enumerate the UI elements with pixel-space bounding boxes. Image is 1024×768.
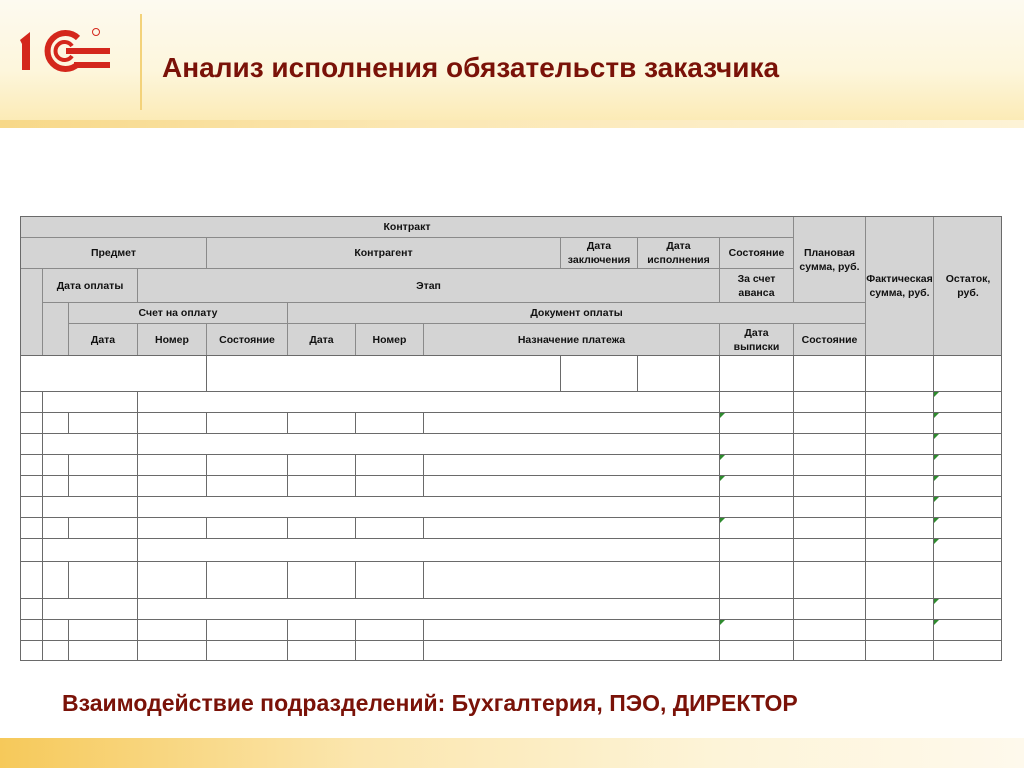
header-doc-state: Состояние bbox=[793, 323, 865, 355]
stage-fact bbox=[865, 598, 933, 619]
stage-rest bbox=[933, 496, 1002, 517]
stage-name bbox=[137, 391, 719, 412]
payment-fact bbox=[865, 454, 933, 475]
invoice-number bbox=[137, 517, 206, 538]
stage-pay-date bbox=[42, 538, 137, 561]
invoice-state bbox=[206, 561, 287, 598]
payment-rest bbox=[933, 619, 1002, 640]
payment-doc-number bbox=[355, 475, 423, 496]
header-indent bbox=[20, 268, 42, 355]
payment-purpose bbox=[423, 475, 719, 496]
header-payment-date: Дата оплаты bbox=[42, 268, 137, 302]
header-payment-doc: Документ оплаты bbox=[287, 302, 865, 323]
payment-purpose bbox=[423, 619, 719, 640]
payment-rest bbox=[933, 412, 1002, 433]
payment-issue-date bbox=[719, 619, 793, 640]
stage-rest bbox=[933, 391, 1002, 412]
payment-fact bbox=[865, 619, 933, 640]
stage-indent bbox=[20, 598, 42, 619]
header-planned-sum: Плановая сумма, руб. bbox=[793, 216, 865, 302]
stage-name bbox=[137, 598, 719, 619]
header-for-advance: За счет аванса bbox=[719, 268, 793, 302]
comment-marker-icon bbox=[934, 434, 939, 439]
bottom-band bbox=[0, 738, 1024, 768]
payment-fact bbox=[865, 561, 933, 598]
header-date-executed: Дата исполнения bbox=[637, 237, 719, 268]
payment-issue-date bbox=[719, 517, 793, 538]
contract-rest bbox=[933, 355, 1002, 391]
payment-doc-state bbox=[793, 412, 865, 433]
stage-advance bbox=[719, 391, 793, 412]
comment-marker-icon bbox=[934, 455, 939, 460]
header-doc-date: Дата bbox=[287, 323, 355, 355]
header-inv-number: Номер bbox=[137, 323, 206, 355]
stage-advance bbox=[719, 433, 793, 454]
comment-marker-icon bbox=[934, 476, 939, 481]
payment-purpose bbox=[423, 412, 719, 433]
invoice-date bbox=[68, 561, 137, 598]
stage-fact bbox=[865, 433, 933, 454]
comment-marker-icon bbox=[934, 413, 939, 418]
comment-marker-icon bbox=[720, 455, 725, 460]
header-stage: Этап bbox=[137, 268, 719, 302]
invoice-indent-2 bbox=[42, 412, 68, 433]
invoice-state bbox=[206, 454, 287, 475]
comment-marker-icon bbox=[934, 599, 939, 604]
contract-fact bbox=[865, 355, 933, 391]
payment-issue-date bbox=[719, 454, 793, 475]
invoice-number bbox=[137, 454, 206, 475]
payment-rest bbox=[933, 640, 1002, 661]
header-inv-state: Состояние bbox=[206, 323, 287, 355]
payment-fact bbox=[865, 412, 933, 433]
payment-fact bbox=[865, 475, 933, 496]
payment-rest bbox=[933, 454, 1002, 475]
invoice-indent-2 bbox=[42, 561, 68, 598]
payment-doc-date bbox=[287, 517, 355, 538]
header-inv-date: Дата bbox=[68, 323, 137, 355]
invoice-number bbox=[137, 561, 206, 598]
stage-advance bbox=[719, 538, 793, 561]
payment-doc-date bbox=[287, 412, 355, 433]
payment-rest bbox=[933, 517, 1002, 538]
invoice-indent-2 bbox=[42, 475, 68, 496]
payment-doc-state bbox=[793, 454, 865, 475]
stage-pay-date bbox=[42, 496, 137, 517]
payment-issue-date bbox=[719, 640, 793, 661]
comment-marker-icon bbox=[934, 497, 939, 502]
payment-issue-date bbox=[719, 475, 793, 496]
comment-marker-icon bbox=[934, 518, 939, 523]
invoice-indent-2 bbox=[42, 640, 68, 661]
header-contract: Контракт bbox=[20, 216, 793, 237]
invoice-indent bbox=[20, 640, 42, 661]
contract-date-concluded bbox=[560, 355, 637, 391]
payment-doc-date bbox=[287, 640, 355, 661]
payment-doc-number bbox=[355, 561, 423, 598]
header-issue-date: Дата выписки bbox=[719, 323, 793, 355]
header-divider bbox=[0, 120, 1024, 128]
contract-date-executed bbox=[637, 355, 719, 391]
header-remainder: Остаток, руб. bbox=[933, 216, 1002, 355]
stage-advance bbox=[719, 598, 793, 619]
invoice-number bbox=[137, 475, 206, 496]
payment-doc-number bbox=[355, 412, 423, 433]
stage-indent bbox=[20, 496, 42, 517]
stage-pay-date bbox=[42, 433, 137, 454]
contract-state bbox=[719, 355, 793, 391]
stage-indent bbox=[20, 433, 42, 454]
stage-pay-date bbox=[42, 391, 137, 412]
invoice-indent bbox=[20, 517, 42, 538]
invoice-date bbox=[68, 454, 137, 475]
stage-indent bbox=[20, 538, 42, 561]
payment-issue-date bbox=[719, 561, 793, 598]
invoice-indent bbox=[20, 561, 42, 598]
invoice-date bbox=[68, 619, 137, 640]
payment-purpose bbox=[423, 454, 719, 475]
invoice-state bbox=[206, 619, 287, 640]
invoice-date bbox=[68, 640, 137, 661]
contract-plan bbox=[793, 355, 865, 391]
stage-fact bbox=[865, 391, 933, 412]
invoice-indent bbox=[20, 454, 42, 475]
stage-plan bbox=[793, 433, 865, 454]
stage-name bbox=[137, 433, 719, 454]
stage-pay-date bbox=[42, 598, 137, 619]
comment-marker-icon bbox=[720, 413, 725, 418]
stage-fact bbox=[865, 538, 933, 561]
header-doc-purpose: Назначение платежа bbox=[423, 323, 719, 355]
stage-plan bbox=[793, 598, 865, 619]
payment-purpose bbox=[423, 561, 719, 598]
payment-fact bbox=[865, 640, 933, 661]
comment-marker-icon bbox=[934, 539, 939, 544]
comment-marker-icon bbox=[934, 620, 939, 625]
invoice-indent bbox=[20, 619, 42, 640]
payment-purpose bbox=[423, 640, 719, 661]
invoice-state bbox=[206, 475, 287, 496]
contract-subject bbox=[20, 355, 206, 391]
stage-plan bbox=[793, 538, 865, 561]
footer-title: Взаимодействие подразделений: Бухгалтерия, ПЭО, ДИРЕКТОР bbox=[62, 690, 798, 716]
header-counterparty: Контрагент bbox=[206, 237, 560, 268]
comment-marker-icon bbox=[720, 620, 725, 625]
invoice-date bbox=[68, 412, 137, 433]
invoice-indent-2 bbox=[42, 619, 68, 640]
invoice-state bbox=[206, 640, 287, 661]
report-table bbox=[20, 216, 1002, 661]
stage-plan bbox=[793, 496, 865, 517]
payment-doc-date bbox=[287, 561, 355, 598]
payment-rest bbox=[933, 561, 1002, 598]
logo-separator bbox=[140, 14, 142, 110]
contract-counterparty bbox=[206, 355, 560, 391]
invoice-date bbox=[68, 517, 137, 538]
payment-doc-state bbox=[793, 517, 865, 538]
payment-doc-state bbox=[793, 619, 865, 640]
stage-advance bbox=[719, 496, 793, 517]
payment-doc-date bbox=[287, 475, 355, 496]
payment-doc-number bbox=[355, 619, 423, 640]
comment-marker-icon bbox=[720, 518, 725, 523]
invoice-indent-2 bbox=[42, 454, 68, 475]
payment-doc-number bbox=[355, 640, 423, 661]
logo-1c bbox=[16, 26, 116, 76]
stage-plan bbox=[793, 391, 865, 412]
comment-marker-icon bbox=[720, 476, 725, 481]
payment-doc-number bbox=[355, 517, 423, 538]
invoice-number bbox=[137, 619, 206, 640]
payment-issue-date bbox=[719, 412, 793, 433]
header-date-concluded: Дата заключения bbox=[560, 237, 637, 268]
header-subject: Предмет bbox=[20, 237, 206, 268]
invoice-indent bbox=[20, 412, 42, 433]
stage-rest bbox=[933, 433, 1002, 454]
payment-purpose bbox=[423, 517, 719, 538]
header-doc-number: Номер bbox=[355, 323, 423, 355]
invoice-state bbox=[206, 412, 287, 433]
payment-doc-date bbox=[287, 454, 355, 475]
invoice-number bbox=[137, 640, 206, 661]
payment-doc-state bbox=[793, 561, 865, 598]
stage-fact bbox=[865, 496, 933, 517]
payment-doc-date bbox=[287, 619, 355, 640]
invoice-indent-2 bbox=[42, 517, 68, 538]
payment-fact bbox=[865, 517, 933, 538]
invoice-state bbox=[206, 517, 287, 538]
slide-title: Анализ исполнения обязательств заказчика bbox=[162, 52, 780, 83]
stage-rest bbox=[933, 538, 1002, 561]
payment-rest bbox=[933, 475, 1002, 496]
header-state: Состояние bbox=[719, 237, 793, 268]
stage-name bbox=[137, 496, 719, 517]
header-actual-sum: Фактическая сумма, руб. bbox=[865, 216, 933, 355]
stage-indent bbox=[20, 391, 42, 412]
invoice-number bbox=[137, 412, 206, 433]
invoice-date bbox=[68, 475, 137, 496]
invoice-indent bbox=[20, 475, 42, 496]
comment-marker-icon bbox=[934, 392, 939, 397]
header-invoice: Счет на оплату bbox=[68, 302, 287, 323]
stage-name bbox=[137, 538, 719, 561]
payment-doc-state bbox=[793, 475, 865, 496]
header-indent-2 bbox=[42, 302, 68, 355]
stage-rest bbox=[933, 598, 1002, 619]
payment-doc-number bbox=[355, 454, 423, 475]
payment-doc-state bbox=[793, 640, 865, 661]
